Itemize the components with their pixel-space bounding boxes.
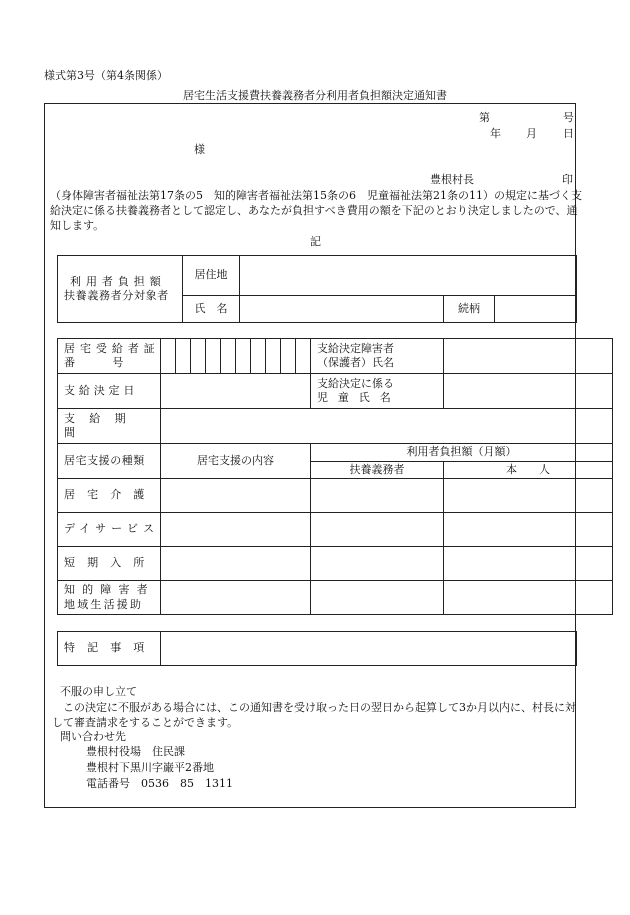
relation-value[interactable]: [495, 296, 577, 323]
recipient-number-digit[interactable]: [176, 339, 191, 374]
decision-date-label: 支給決定日: [58, 374, 161, 409]
child-name-label: [311, 374, 444, 409]
row-group-home-label-line1: 知的障害者: [64, 583, 155, 597]
recipient-number-digit[interactable]: [236, 339, 251, 374]
burden-self-label: 本 人: [444, 462, 613, 479]
subject-label-line2: 扶養義務者分対象者: [64, 289, 169, 302]
service-table: [57, 338, 613, 615]
date-year: 年: [490, 127, 501, 140]
subject-label-line1: 利用者負担額: [70, 274, 166, 288]
service-content-label: 居宅支援の内容: [161, 444, 311, 479]
objection-title: 不服の申し立て: [60, 685, 137, 698]
recipient-number-digit[interactable]: [221, 339, 236, 374]
recipient-number-digit[interactable]: [191, 339, 206, 374]
day-service-obligor[interactable]: [311, 513, 444, 547]
relation-label: 続柄: [444, 296, 495, 323]
address-value[interactable]: [240, 256, 577, 296]
subject-label: [58, 256, 183, 323]
decision-date-value[interactable]: [161, 374, 311, 409]
row-short-stay-label: 短期入所: [58, 547, 161, 581]
contact-address: 豊根村下黒川字巌平2番地: [86, 761, 214, 774]
short-stay-obligor[interactable]: [311, 547, 444, 581]
day-service-content[interactable]: [161, 513, 311, 547]
doc-number-dai: 第: [479, 111, 490, 124]
contact-office: 豊根村役場 住民課: [86, 745, 185, 758]
form-number: 様式第3号（第4条関係）: [44, 69, 168, 82]
seal-mark: 印: [562, 173, 573, 186]
recipient-number-digit[interactable]: [281, 339, 296, 374]
notes-table: [57, 631, 577, 666]
day-service-self[interactable]: [444, 513, 613, 547]
disabled-person-name-label: [311, 339, 444, 374]
recipient-number-label: [58, 339, 161, 374]
recipient-number-label-line2: 番 号: [64, 356, 125, 369]
row-home-care-label: 居宅介護: [58, 479, 161, 513]
group-home-obligor[interactable]: [311, 581, 444, 615]
ki-heading: 記: [310, 235, 321, 248]
child-name-label-line1: 支給決定に係る: [317, 376, 394, 390]
home-care-obligor[interactable]: [311, 479, 444, 513]
disabled-person-name-value[interactable]: [444, 339, 613, 374]
contact-phone: 電話番号 0536 85 1311: [86, 777, 233, 790]
special-notes-label: 特記事項: [58, 632, 161, 666]
subject-table: [57, 255, 577, 323]
row-group-home-label: [58, 581, 161, 615]
burden-header: 利用者負担額（月額）: [311, 444, 613, 462]
home-care-self[interactable]: [444, 479, 613, 513]
burden-obligor-label: 扶養義務者: [311, 462, 444, 479]
disabled-person-name-label-line1: 支給決定障害者: [317, 341, 394, 355]
date-day: 日: [563, 127, 574, 140]
decision-paragraph: （身体障害者福祉法第17条の5 知的障害者福祉法第15条の6 児童福祉法第21条の11）の規定に基づく支給決定に係る扶養義務者として認定し、あなたが負担すべき費用の額を下記のとおり決定しましたので、通知します。: [50, 189, 582, 232]
home-care-content[interactable]: [161, 479, 311, 513]
child-name-value[interactable]: [444, 374, 613, 409]
period-label: 支給期間: [58, 409, 161, 444]
recipient-number-digit[interactable]: [296, 339, 311, 374]
recipient-number-label-line1: 居宅受給者証: [64, 341, 160, 355]
document-title: 居宅生活支援費扶養義務者分利用者負担額決定通知書: [183, 89, 447, 102]
objection-text: この決定に不服がある場合には、この通知書を受け取った日の翌日から起算して3か月以内に、村長に対して審査請求をすることができます。: [52, 701, 576, 729]
short-stay-self[interactable]: [444, 547, 613, 581]
issuer-name: 豊根村長: [430, 173, 474, 186]
name-label: 氏 名: [183, 296, 240, 323]
service-type-label: 居宅支援の種類: [58, 444, 161, 479]
disabled-person-name-label-line2: （保護者）氏名: [317, 356, 394, 369]
addressee-sama: 様: [194, 143, 205, 156]
child-name-label-line2: 児童氏名: [317, 391, 401, 404]
row-day-service-label: デイサービス: [58, 513, 161, 547]
contact-title: 問い合わせ先: [60, 730, 126, 743]
period-value[interactable]: [161, 409, 613, 444]
group-home-content[interactable]: [161, 581, 311, 615]
date-month: 月: [526, 127, 537, 140]
recipient-number-digit[interactable]: [251, 339, 266, 374]
address-label: 居住地: [183, 256, 240, 296]
name-value[interactable]: [240, 296, 444, 323]
special-notes-value[interactable]: [161, 632, 577, 666]
recipient-number-digit[interactable]: [266, 339, 281, 374]
row-group-home-label-line2: 地域生活援助: [64, 597, 144, 611]
doc-number-go: 号: [563, 111, 574, 124]
recipient-number-digit[interactable]: [206, 339, 221, 374]
group-home-self[interactable]: [444, 581, 613, 615]
short-stay-content[interactable]: [161, 547, 311, 581]
recipient-number-digit[interactable]: [161, 339, 176, 374]
